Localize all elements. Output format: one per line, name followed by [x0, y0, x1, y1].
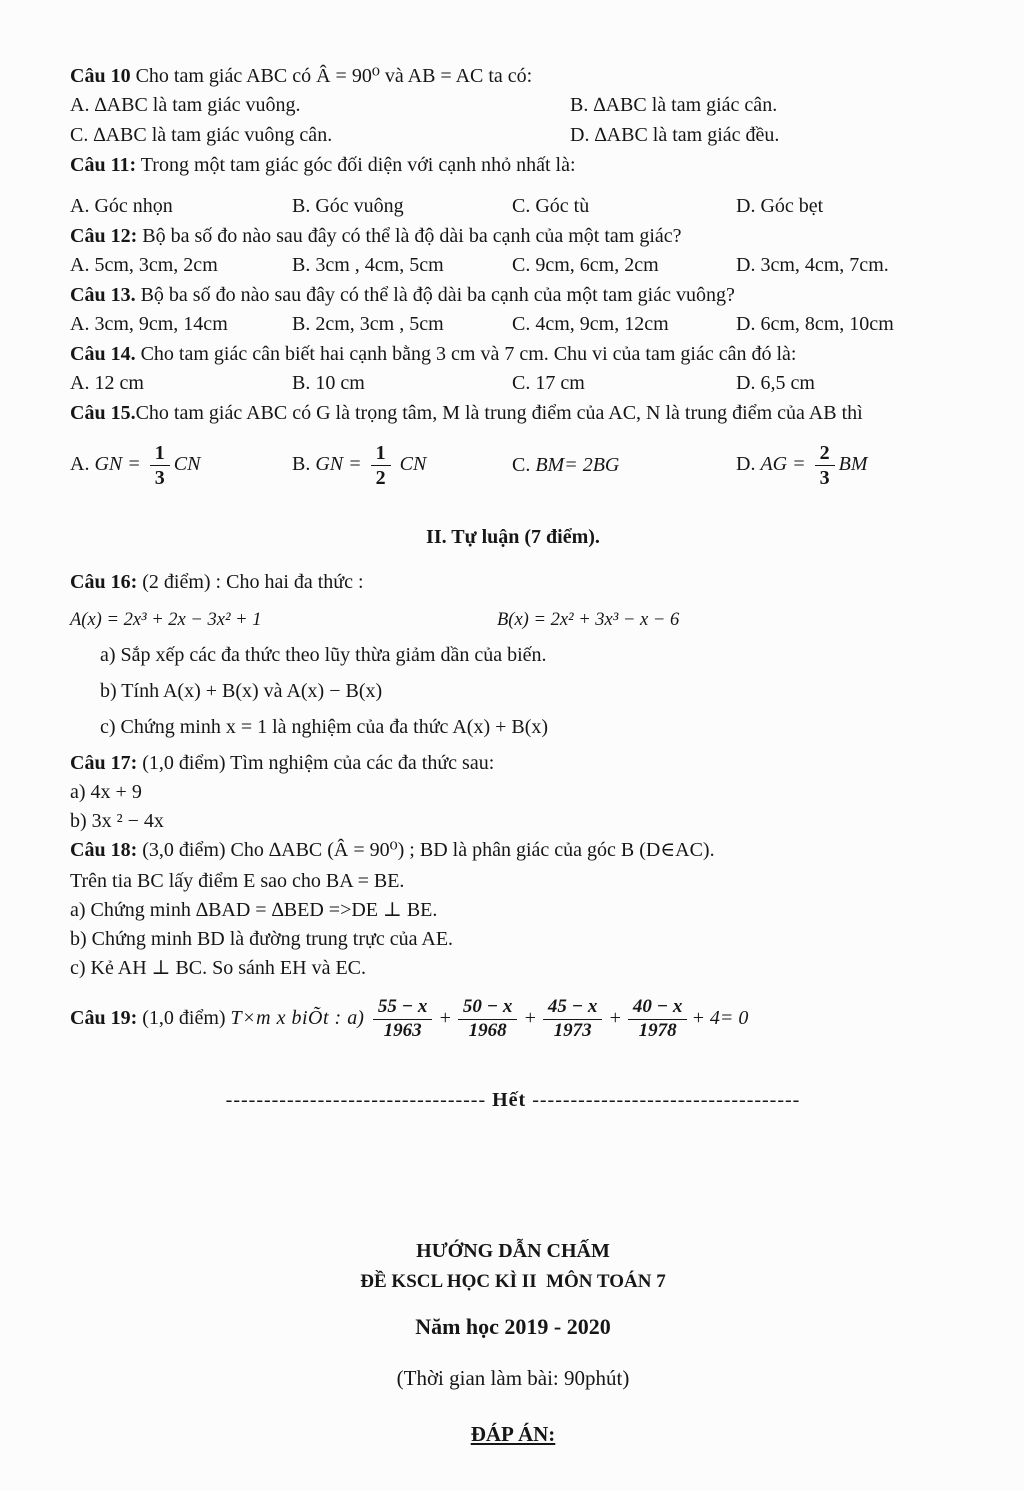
denominator: 1968 [468, 1019, 507, 1041]
end-word: Hết [492, 1088, 527, 1111]
option-math: CN [394, 453, 427, 476]
option-letter: A. [70, 453, 95, 476]
option-c: C. Góc tù [512, 195, 590, 217]
fraction [458, 997, 518, 1042]
question-11 [70, 151, 956, 221]
question-16-polynomials [70, 607, 956, 634]
question-text: (1,0 điểm) [137, 1006, 231, 1029]
denominator: 1978 [638, 1019, 677, 1041]
option-math: GN = [315, 453, 367, 476]
option-b: B. Góc vuông [292, 195, 404, 217]
fraction [373, 997, 433, 1042]
option-c: C. 9cm, 6cm, 2cm [512, 254, 659, 276]
answer-key-header [70, 1237, 956, 1450]
option-b: B. ∆ABC là tam giác cân. [570, 94, 778, 116]
question-15-options [70, 442, 956, 489]
numerator: 1 [371, 442, 391, 466]
denominator: 3 [819, 467, 830, 489]
numerator: 2 [815, 442, 835, 466]
option-math: AG = [760, 453, 811, 476]
question-13-options [70, 310, 956, 339]
time-limit: (Thời gian làm bài: 90phút) [396, 1366, 630, 1391]
option-b: B. 10 cm [292, 372, 365, 394]
option-math: BM= 2BG [535, 454, 620, 476]
item-letter: a) [347, 1006, 369, 1029]
option-c: C. 4cm, 9cm, 12cm [512, 313, 669, 335]
option-c [512, 451, 736, 480]
question-label: Câu 10 [70, 65, 131, 87]
numerator: 45 − x [543, 997, 603, 1020]
question-18 [70, 836, 956, 983]
option-letter: D. [736, 453, 761, 476]
option-letter: C. [512, 454, 536, 476]
question-17-item-a: a) 4x + 9 [70, 780, 142, 803]
option-b: B. 3cm , 4cm, 5cm [292, 254, 444, 276]
question-text: Cho tam giác cân biết hai cạnh bằng 3 cm và 7 cm. Chu vi của tam giác cân đó là: [135, 343, 797, 365]
question-label: Câu 11: [70, 154, 137, 176]
question-17-item-b: b) 3x ² − 4x [70, 809, 164, 832]
question-label: Câu 13. [70, 284, 136, 306]
fraction [371, 442, 391, 489]
equation-tail: + 4= 0 [691, 1006, 749, 1029]
question-13 [70, 281, 956, 339]
grading-guide-title: HƯỚNG DẪN CHẤM [416, 1239, 610, 1262]
question-label: Câu 16: [70, 571, 138, 593]
exam-name: ĐỀ KSCL HỌC KÌ II MÔN TOÁN 7 [360, 1270, 666, 1292]
question-10-options-row2 [70, 121, 956, 150]
fraction [628, 997, 688, 1042]
option-c: C. ∆ABC là tam giác vuông cân. [70, 124, 333, 146]
question-18-stem [70, 836, 956, 865]
question-14 [70, 340, 956, 398]
plus-sign: + [438, 1006, 452, 1029]
question-16-stem [70, 568, 956, 597]
question-12 [70, 222, 956, 280]
question-16 [70, 568, 956, 742]
separator-dashes-right: ----------------------------------- [532, 1088, 801, 1111]
question-label: Câu 14. [70, 343, 136, 365]
option-math: GN = [94, 453, 146, 476]
option-a: A. 3cm, 9cm, 14cm [70, 313, 228, 335]
question-text: (1,0 điểm) Tìm nghiệm của các đa thức sau: [137, 751, 495, 774]
question-label: Câu 19: [70, 1006, 138, 1029]
fraction [815, 442, 835, 489]
option-a: A. 12 cm [70, 372, 144, 394]
option-d: D. ∆ABC là tam giác đều. [570, 124, 780, 146]
numerator: 55 − x [373, 997, 433, 1020]
denominator: 2 [375, 467, 386, 489]
question-text: (2 điểm) : Cho hai đa thức : [137, 571, 364, 593]
question-16-item-b: b) Tính A(x) + B(x) và A(x) − B(x) [100, 679, 383, 702]
option-d: D. 6,5 cm [736, 372, 815, 394]
question-18-item-b: b) Chứng minh BD là đường trung trực của AE. [70, 927, 454, 950]
option-a: A. 5cm, 3cm, 2cm [70, 254, 218, 276]
plus-sign: + [608, 1006, 622, 1029]
question-16-item-c: c) Chứng minh x = 1 là nghiệm của đa thức A(x) + B(x) [100, 715, 549, 738]
numerator: 50 − x [458, 997, 518, 1020]
question-17 [70, 749, 956, 836]
question-12-options [70, 251, 956, 280]
option-math: BM [838, 453, 868, 476]
question-label: Câu 17: [70, 751, 138, 774]
handwritten-text: T×m x biÕt : [230, 1006, 348, 1029]
question-15 [70, 399, 956, 489]
question-10-options-row1 [70, 91, 956, 120]
question-text: (3,0 điểm) Cho ∆ABC (Â = 90⁰) ; BD là phân giác của góc B (D∈AC). [137, 838, 715, 861]
numerator: 40 − x [628, 997, 688, 1020]
school-year: Năm học 2019 - 2020 [415, 1314, 611, 1340]
option-d: D. 3cm, 4cm, 7cm. [736, 254, 889, 276]
question-text: Bộ ba số đo nào sau đây có thể là độ dài ba cạnh của một tam giác vuông? [135, 284, 735, 306]
question-11-options [70, 192, 956, 221]
question-label: Câu 12: [70, 225, 138, 247]
polynomial-a: A(x) = 2x³ + 2x − 3x² + 1 [70, 610, 262, 630]
option-math: CN [173, 453, 201, 476]
option-b: B. 2cm, 3cm , 5cm [292, 313, 444, 335]
separator-dashes-left: ---------------------------------- [225, 1088, 487, 1111]
option-a: A. Góc nhọn [70, 195, 173, 217]
end-separator [70, 1086, 956, 1115]
fraction [150, 442, 170, 489]
option-d: D. 6cm, 8cm, 10cm [736, 313, 894, 335]
question-15-stem [70, 399, 956, 428]
question-12-stem [70, 222, 956, 251]
denominator: 1973 [553, 1019, 592, 1041]
denominator: 3 [154, 467, 165, 489]
question-text: Bộ ba số đo nào sau đây có thể là độ dài ba cạnh của một tam giác? [137, 225, 682, 247]
question-17-stem [70, 749, 956, 778]
option-a: A. ∆ABC là tam giác vuông. [70, 94, 301, 116]
question-14-stem [70, 340, 956, 369]
question-text: Cho tam giác ABC có G là trọng tâm, M là trung điểm của AC, N là trung điểm của AB thì [135, 402, 863, 424]
option-letter: B. [292, 453, 316, 476]
question-10-stem [70, 62, 956, 91]
option-c: C. 17 cm [512, 372, 585, 394]
fraction [543, 997, 603, 1042]
option-d: D. Góc bẹt [736, 195, 824, 217]
question-14-options [70, 369, 956, 398]
plus-sign: + [523, 1006, 537, 1029]
question-19-line [70, 997, 956, 1042]
denominator: 1963 [383, 1019, 422, 1041]
question-text: Trong một tam giác góc đối diện với cạnh nhỏ nhất là: [136, 154, 576, 176]
polynomial-b: B(x) = 2x² + 3x³ − x − 6 [497, 610, 680, 630]
option-d [736, 442, 956, 489]
question-18-item-c: c) Kẻ AH ⊥ BC. So sánh EH và EC. [70, 956, 367, 979]
answers-heading: ĐÁP ÁN: [470, 1422, 556, 1447]
option-a [70, 442, 292, 489]
question-18-stem2: Trên tia BC lấy điểm E sao cho BA = BE. [70, 869, 405, 892]
question-19 [70, 997, 956, 1042]
question-10 [70, 62, 956, 150]
question-11-stem [70, 151, 956, 180]
section-title: II. Tự luận (7 điểm). [426, 526, 600, 548]
question-label: Câu 18: [70, 838, 138, 861]
question-label: Câu 15. [70, 402, 136, 424]
question-18-item-a: a) Chứng minh ∆BAD = ∆BED =>DE ⊥ BE. [70, 898, 438, 921]
question-text: Cho tam giác ABC có Â = 90⁰ và AB = AC ta có: [130, 65, 533, 87]
question-13-stem [70, 281, 956, 310]
question-16-item-a: a) Sắp xếp các đa thức theo lũy thừa giảm dần của biến. [100, 643, 547, 666]
numerator: 1 [150, 442, 170, 466]
option-b [292, 442, 512, 489]
